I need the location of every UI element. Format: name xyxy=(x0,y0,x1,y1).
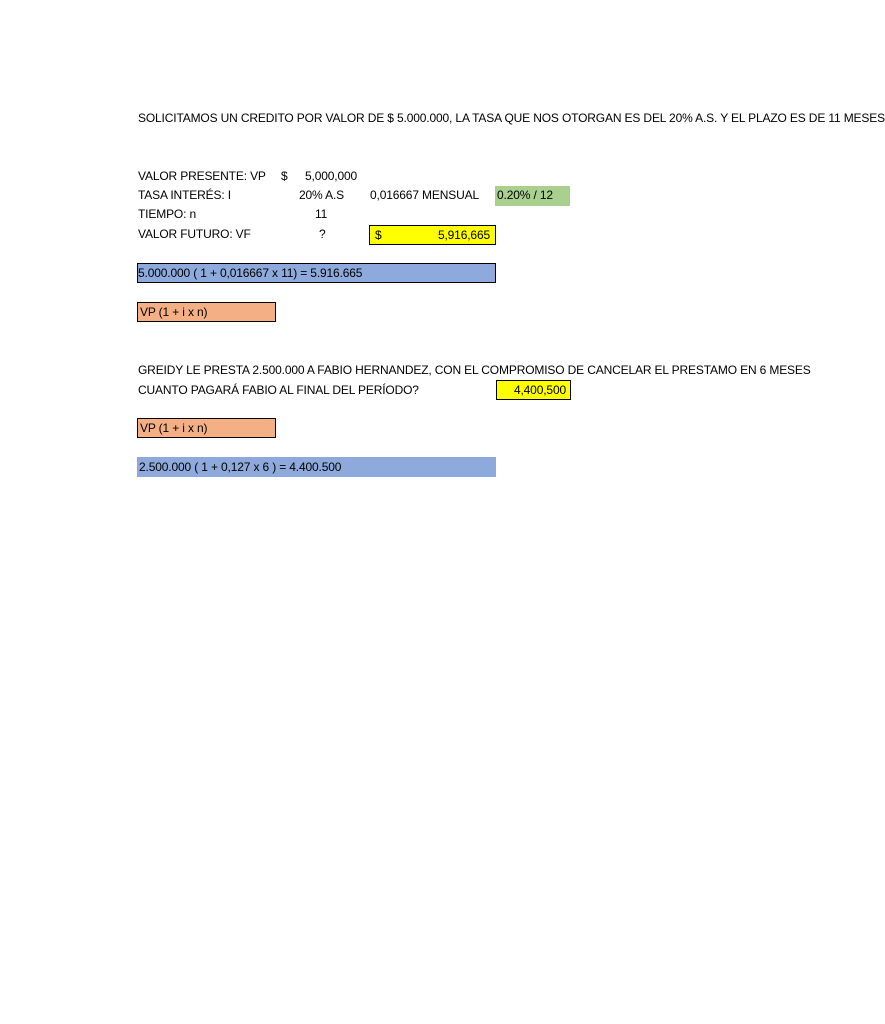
problem2-result: 4,400,500 xyxy=(513,383,566,397)
problem2-calculation-cell xyxy=(137,457,496,477)
problem1-statement: SOLICITAMOS UN CREDITO POR VALOR DE $ 5.000.000, LA TASA QUE NOS OTORGAN ES DEL 20% A.S. Y EL PLAZO ES DE 11 MESES xyxy=(138,111,885,125)
vf-result-currency: $ xyxy=(375,228,382,242)
tasa-monthly: 0,016667 MENSUAL xyxy=(370,188,479,202)
vf-result: 5,916,665 xyxy=(437,228,490,242)
tasa-note-cell xyxy=(495,186,570,206)
vp-value: 5,000,000 xyxy=(305,169,358,183)
problem1-formula: VP (1 + i x n) xyxy=(140,305,208,319)
problem2-formula: VP (1 + i x n) xyxy=(140,421,208,435)
problem2-calculation: 2.500.000 ( 1 + 0,127 x 6 ) = 4.400.500 xyxy=(139,460,342,474)
problem1-calculation: 5.000.000 ( 1 + 0,016667 x 11) = 5.916.665 xyxy=(138,266,363,280)
tiempo-label: TIEMPO: n xyxy=(138,207,196,221)
problem1-calculation-cell xyxy=(137,263,496,283)
problem2-result-cell xyxy=(496,380,571,400)
problem2-line1: GREIDY LE PRESTA 2.500.000 A FABIO HERNANDEZ, CON EL COMPROMISO DE CANCELAR EL PRESTAMO EN 6 MESES xyxy=(138,363,811,377)
tasa-note: 0.20% / 12 xyxy=(497,188,553,202)
tasa-label: TASA INTERÉS: I xyxy=(138,188,231,202)
vp-label: VALOR PRESENTE: VP xyxy=(138,169,266,183)
vp-currency: $ xyxy=(281,169,288,183)
problem2-line2: CUANTO PAGARÁ FABIO AL FINAL DEL PERÍODO? xyxy=(138,383,419,397)
problem2-formula-cell xyxy=(137,418,276,438)
vf-value: ? xyxy=(319,227,326,241)
tasa-value: 20% A.S xyxy=(299,188,344,202)
tiempo-value: 11 xyxy=(315,207,328,221)
problem1-formula-cell xyxy=(137,302,276,322)
vf-result-cell xyxy=(369,225,496,245)
vf-label: VALOR FUTURO: VF xyxy=(138,227,251,241)
